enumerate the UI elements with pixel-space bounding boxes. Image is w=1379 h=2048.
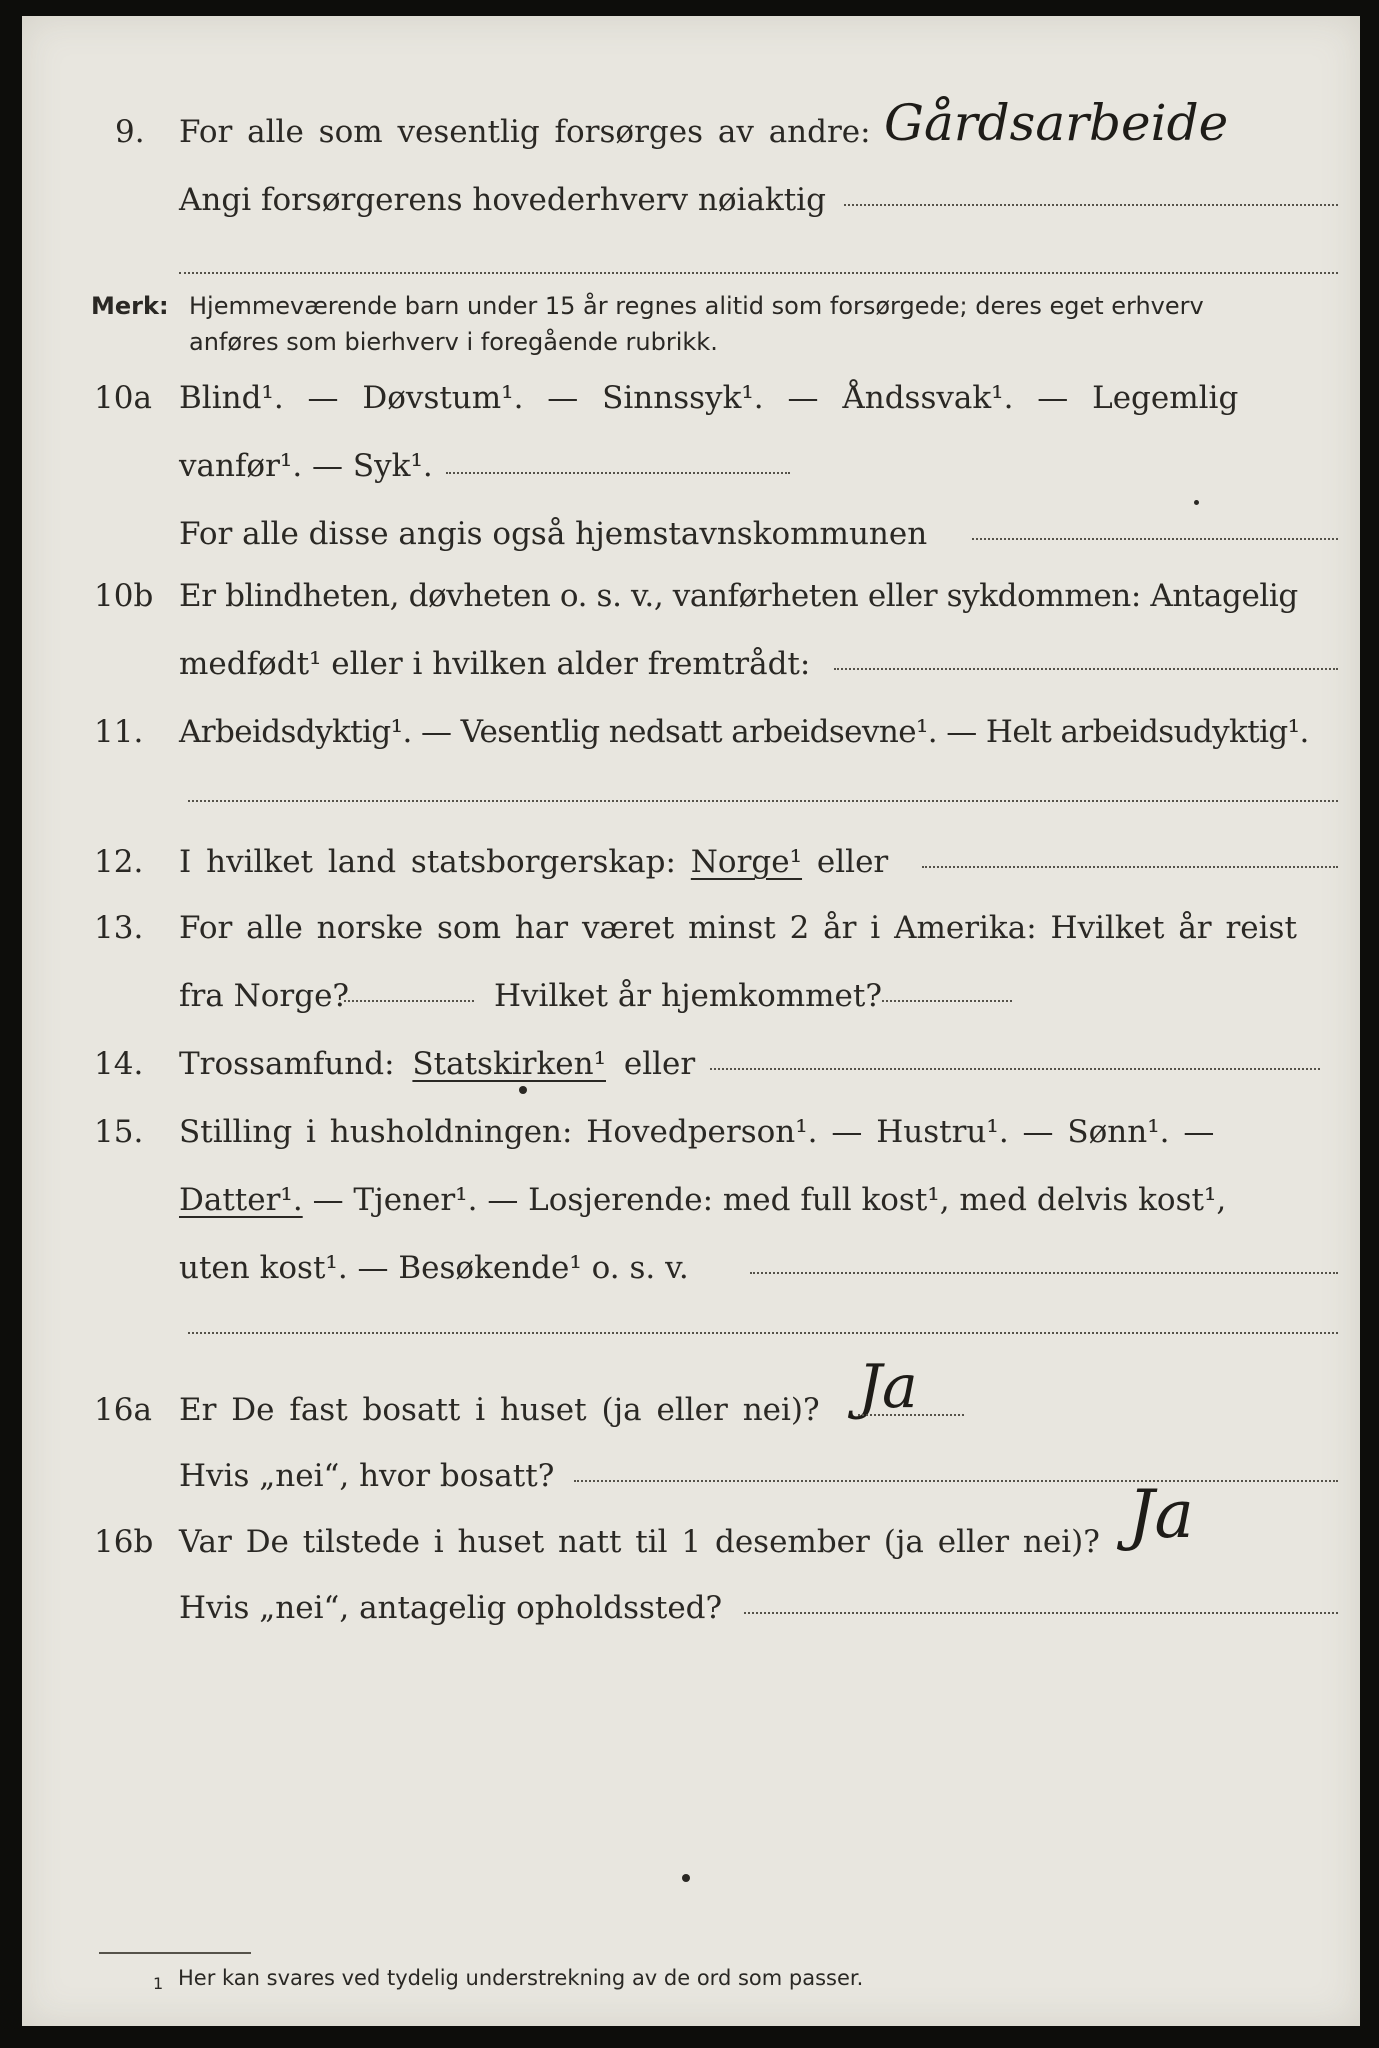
footnote-text: Her kan svares ved tydelig understrekning av de ord som passer. — [178, 1966, 864, 1990]
q9-number: 9. — [115, 114, 145, 150]
q16b-subquestion: Hvis „nei“, antagelig opholdssted? — [179, 1590, 723, 1626]
q16a-subquestion: Hvis „nei“, hvor bosatt? — [179, 1458, 555, 1494]
q9-question: For alle som vesentlig forsørges av andre: — [179, 114, 871, 150]
q15-line-2-text: — Tjener¹. — Losjerende: med full kost¹, med delvis kost¹, — [312, 1182, 1227, 1218]
q10a-number: 10a — [94, 380, 152, 416]
q12-question: I hvilket land statsborgerskap: — [179, 844, 676, 880]
q16b-question: Var De tilstede i huset natt til 1 desember (ja eller nei)? — [179, 1524, 1100, 1560]
q13-line-2b: Hvilket år hjemkommet? — [494, 978, 882, 1014]
q14-else: eller — [623, 1046, 696, 1082]
ink-speck — [1194, 500, 1199, 505]
q16a-answer-line — [858, 1414, 964, 1416]
merk-text-2: anføres som bierhverv i foregående rubrikk. — [189, 328, 718, 356]
q13-year-left-line — [344, 1000, 474, 1002]
q9-answer-line — [844, 204, 1338, 206]
q15-line-3: uten kost¹. — Besøkende¹ o. s. v. — [179, 1250, 689, 1286]
q10b-number: 10b — [94, 578, 154, 614]
merk-label: Merk: — [91, 292, 169, 320]
q13-line-1: For alle norske som har været minst 2 år i Amerika: Hvilket år reist — [179, 910, 1297, 946]
q15-number: 15. — [94, 1114, 144, 1150]
q11-line-1: Arbeidsdyktig¹. — Vesentlig nedsatt arbeidsevne¹. — Helt arbeidsudyktig¹. — [179, 714, 1309, 750]
q10a-line-1: Blind¹. — Døvstum¹. — Sinnssyk¹. — Åndssvak¹. — Legemlig — [179, 380, 1239, 416]
q10b-line-2: medfødt¹ eller i hvilken alder fremtrådt: — [179, 646, 811, 682]
q10a-municipality-line — [972, 538, 1338, 540]
footnote-rule — [99, 1952, 251, 1954]
q15-answer-line — [750, 1272, 1338, 1274]
q13-number: 13. — [94, 910, 144, 946]
q10b-answer-line — [834, 668, 1338, 670]
q16b-location-line — [744, 1612, 1338, 1614]
q12-underlined-choice: Norge¹ — [690, 844, 803, 880]
q11-answer-line — [188, 800, 1338, 802]
q9-extra-line — [179, 272, 1338, 274]
footnote-mark: 1 — [153, 1974, 164, 1993]
q11-number: 11. — [94, 714, 144, 750]
q15-line-1: Stilling i husholdningen: Hovedperson¹. — Hustru¹. — Sønn¹. — — [179, 1114, 1215, 1150]
ink-speck — [682, 1874, 690, 1882]
q10a-line-2: vanfør¹. — Syk¹. — [179, 448, 433, 484]
q12-else: eller — [816, 844, 889, 880]
q16a-handwritten-answer: Ja — [858, 1352, 918, 1422]
q12-answer-line — [922, 866, 1338, 868]
q16b-number: 16b — [94, 1524, 154, 1560]
q14-question: Trossamfund: — [179, 1046, 395, 1082]
q10a-sick-line — [446, 472, 790, 474]
merk-text-1: Hjemmeværende barn under 15 år regnes alitid som forsørgede; deres eget erhverv — [189, 292, 1204, 320]
q13-line-2a: fra Norge? — [179, 978, 350, 1014]
q9-subquestion: Angi forsørgerens hovederhverv nøiaktig — [179, 182, 826, 218]
q16a-residence-line — [574, 1480, 1338, 1482]
q14-number: 14. — [94, 1046, 144, 1082]
q16b-handwritten-answer: Ja — [1128, 1476, 1194, 1553]
q16a-number: 16a — [94, 1392, 152, 1428]
census-form-page — [22, 16, 1360, 2026]
q13-year-returned-line — [882, 1000, 1012, 1002]
q16a-question: Er De fast bosatt i huset (ja eller nei)? — [179, 1392, 820, 1428]
q14-underlined-choice: Statskirken¹ — [412, 1046, 606, 1082]
q10b-line-1: Er blindheten, døvheten o. s. v., vanførheten eller sykdommen: Antagelig — [179, 578, 1298, 614]
q10a-line-3: For alle disse angis også hjemstavnskommunen — [179, 516, 928, 552]
q12-number: 12. — [94, 844, 144, 880]
q14-line — [179, 1044, 695, 1084]
q15-extra-line — [188, 1332, 1338, 1334]
q12-line — [179, 842, 888, 882]
q15-underlined-choice: Datter¹. — [179, 1182, 303, 1218]
q9-handwritten-answer: Gårdsarbeide — [884, 94, 1229, 152]
ink-speck — [519, 1086, 527, 1094]
q15-line-2 — [179, 1180, 1226, 1220]
q14-answer-line — [710, 1068, 1320, 1070]
